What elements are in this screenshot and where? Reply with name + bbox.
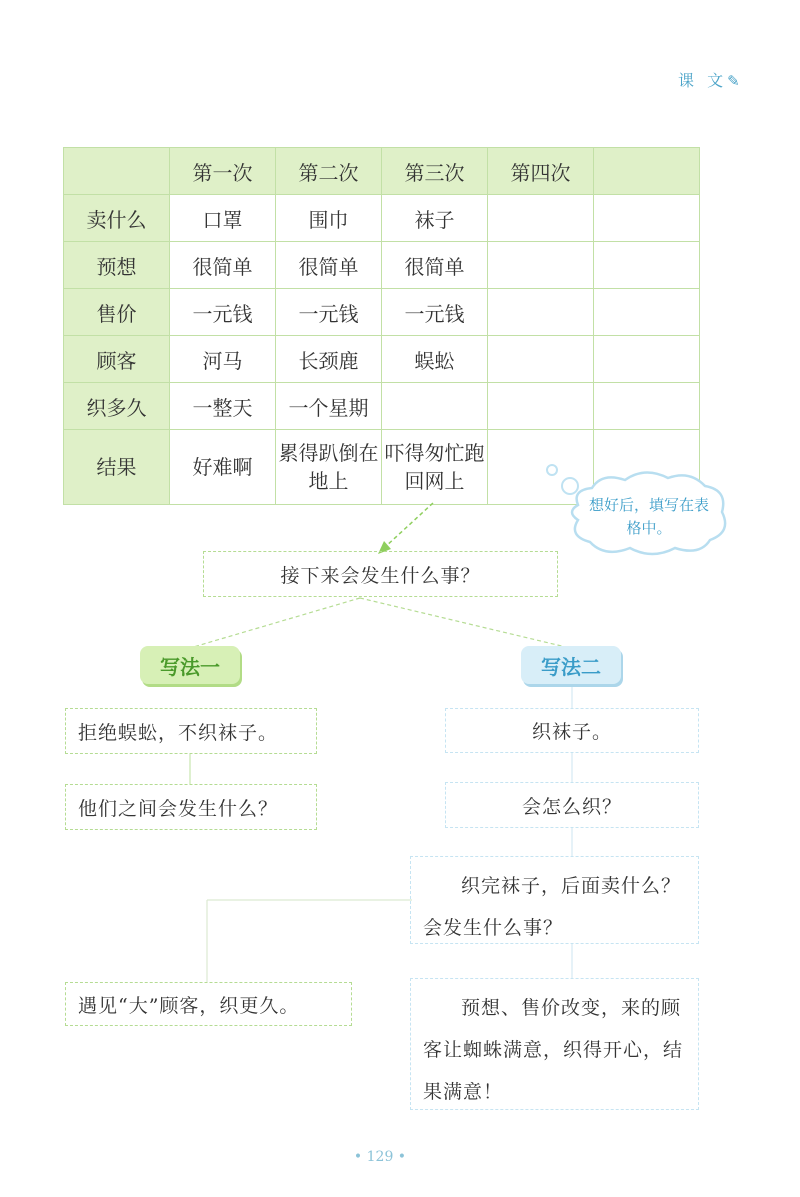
branch-right (360, 598, 570, 648)
m1-box-what-happens: 他们之间会发生什么？ (65, 784, 317, 830)
row-label: 预想 (64, 242, 170, 289)
table-cell: 很简单 (276, 242, 382, 289)
bubble-hint: 想好后，填写在表格中。 (588, 496, 709, 537)
table-header-cell: 第一次 (170, 148, 276, 195)
table-header-cell: 第四次 (488, 148, 594, 195)
method-two-tag: 写法二 (521, 646, 621, 684)
m2-box-knit: 织袜子。 (445, 708, 699, 753)
table-cell: 蜈蚣 (382, 336, 488, 383)
table-header-cell: 第二次 (276, 148, 382, 195)
table-cell: 很简单 (170, 242, 276, 289)
row-label: 卖什么 (64, 195, 170, 242)
table-cell: 累得趴倒在地上 (276, 430, 382, 505)
m1-box-big-customer: 遇见“大”顾客，织更久。 (65, 982, 352, 1026)
m2-box-how: 会怎么织？ (445, 782, 699, 828)
m1-box-refuse: 拒绝蜈蚣，不织袜子。 (65, 708, 317, 754)
row-label: 售价 (64, 289, 170, 336)
table-cell: 口罩 (170, 195, 276, 242)
table-cell: 一元钱 (382, 289, 488, 336)
table-cell: 一元钱 (276, 289, 382, 336)
bubble-dot-large (562, 478, 578, 494)
m2-box-next: 织完袜子，后面卖什么？会发生什么事？ (410, 856, 699, 944)
table-cell: 好难啊 (170, 430, 276, 505)
table-cell: 长颈鹿 (276, 336, 382, 383)
table-cell: 河马 (170, 336, 276, 383)
branch-left (190, 598, 360, 648)
table-cell: 一个星期 (276, 383, 382, 430)
table-cell: 围巾 (276, 195, 382, 242)
row-label: 顾客 (64, 336, 170, 383)
page-number: • 129 • (353, 1149, 407, 1165)
arrow-line (384, 503, 433, 548)
m2-box-satisfied: 预想、售价改变，来的顾客让蜘蛛满意，织得开心，结果满意！ (410, 978, 699, 1110)
row-label: 结果 (64, 430, 170, 505)
section-label: 课 文 (678, 71, 728, 90)
row-label: 织多久 (64, 383, 170, 430)
table-cell: 一整天 (170, 383, 276, 430)
method-one-tag: 写法一 (140, 646, 240, 684)
table-header-cell: 第三次 (382, 148, 488, 195)
table-cell: 一元钱 (170, 289, 276, 336)
table-cell: 袜子 (382, 195, 488, 242)
pencil-icon: ✎ (727, 72, 744, 90)
bubble-dot-small (547, 465, 557, 475)
table-cell: 吓得匆忙跑回网上 (382, 430, 488, 505)
table-cell: 很简单 (382, 242, 488, 289)
question-box: 接下来会发生什么事？ (203, 551, 558, 597)
